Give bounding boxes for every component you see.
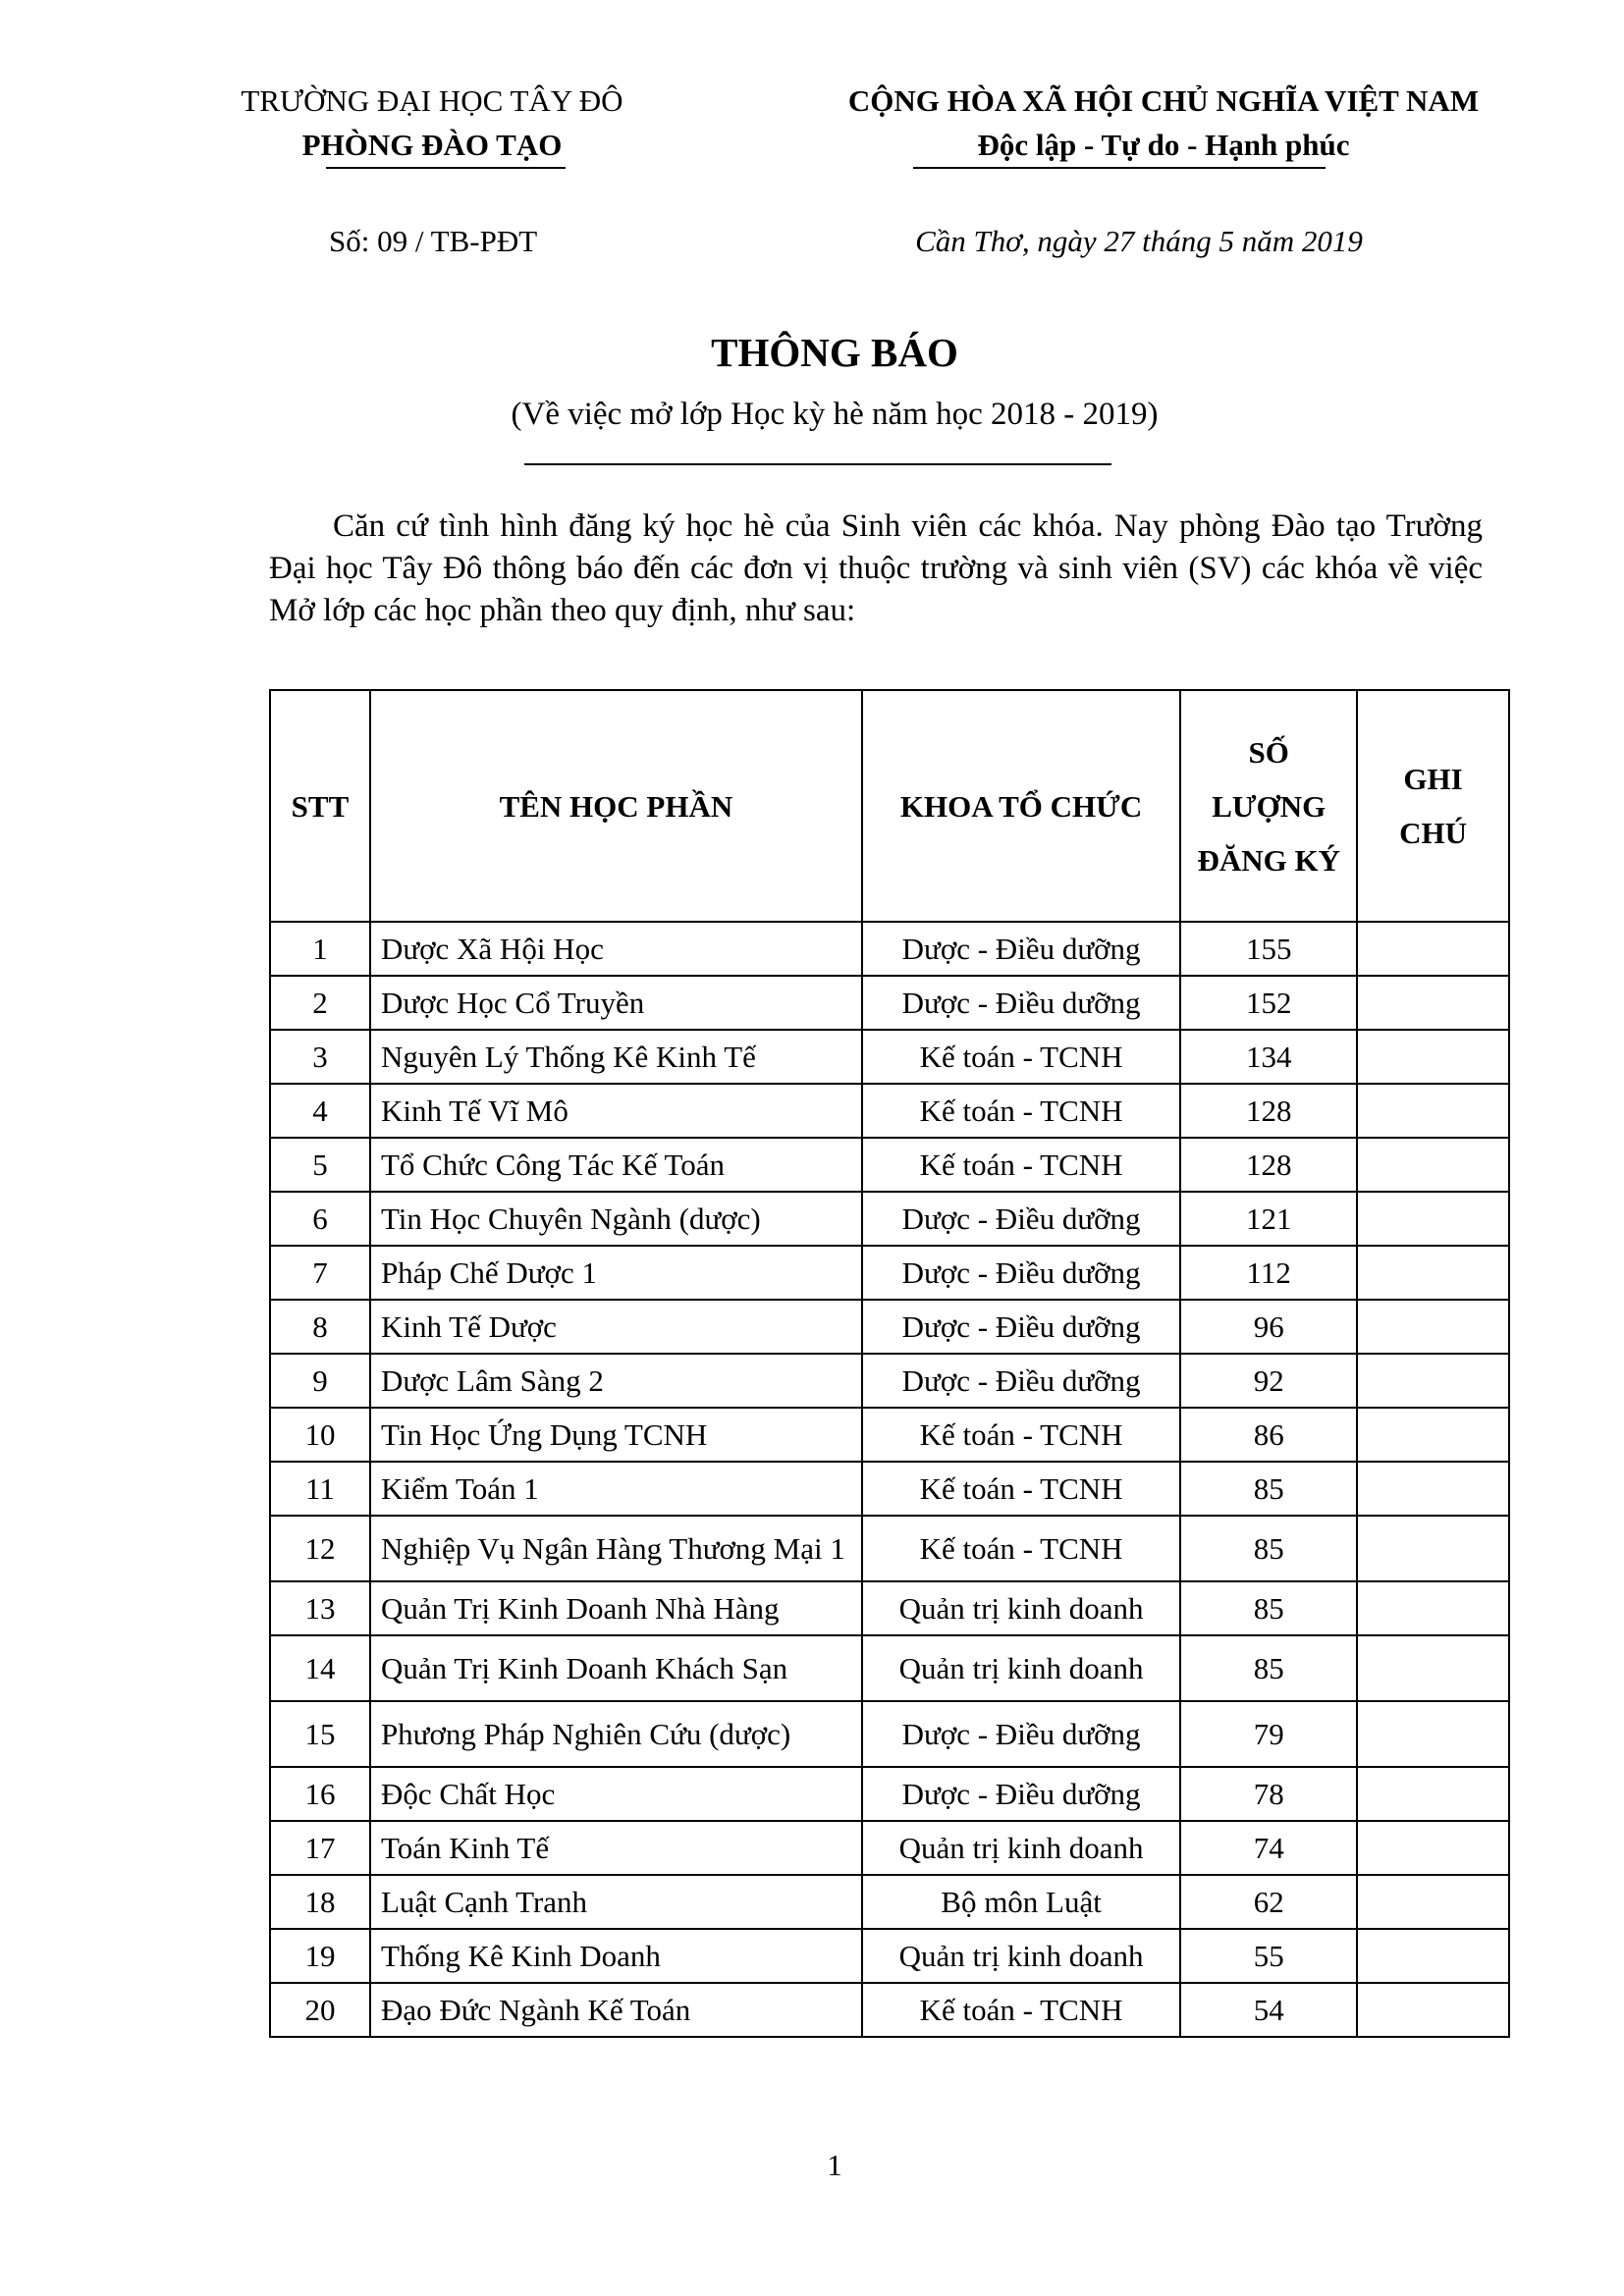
- cell-note: [1357, 1246, 1509, 1300]
- cell-stt: 10: [270, 1408, 370, 1462]
- cell-course-name: Pháp Chế Dược 1: [370, 1246, 862, 1300]
- cell-course-name: Quản Trị Kinh Doanh Nhà Hàng: [370, 1581, 862, 1635]
- header-registration-count: SỐ LƯỢNG ĐĂNG KÝ: [1180, 690, 1357, 922]
- cell-note: [1357, 1084, 1509, 1138]
- cell-stt: 2: [270, 976, 370, 1030]
- table-row: [270, 1581, 1509, 1635]
- cell-registration-count: 85: [1180, 1581, 1357, 1635]
- cell-course-name: Thống Kê Kinh Doanh: [370, 1929, 862, 1983]
- cell-course-name: Tổ Chức Công Tác Kế Toán: [370, 1138, 862, 1192]
- header-note: GHI CHÚ: [1357, 690, 1509, 922]
- table-row: [270, 1767, 1509, 1821]
- cell-faculty: Dược - Điều dưỡng: [862, 922, 1180, 976]
- cell-course-name: Kinh Tế Vĩ Mô: [370, 1084, 862, 1138]
- course-table: [269, 689, 1510, 2038]
- cell-registration-count: 96: [1180, 1300, 1357, 1354]
- cell-registration-count: 85: [1180, 1635, 1357, 1701]
- cell-course-name: Tin Học Chuyên Ngành (dược): [370, 1192, 862, 1246]
- table-header-row: [270, 690, 1509, 922]
- page-number: 1: [827, 2148, 842, 2182]
- table-row: [270, 1929, 1509, 1983]
- cell-registration-count: 54: [1180, 1983, 1357, 2037]
- cell-registration-count: 85: [1180, 1516, 1357, 1581]
- cell-stt: 18: [270, 1875, 370, 1929]
- cell-faculty: Kế toán - TCNH: [862, 1983, 1180, 2037]
- cell-course-name: Tin Học Ứng Dụng TCNH: [370, 1408, 862, 1462]
- cell-course-name: Toán Kinh Tế: [370, 1821, 862, 1875]
- cell-stt: 1: [270, 922, 370, 976]
- cell-stt: 11: [270, 1462, 370, 1516]
- cell-course-name: Nguyên Lý Thống Kê Kinh Tế: [370, 1030, 862, 1084]
- cell-registration-count: 112: [1180, 1246, 1357, 1300]
- cell-faculty: Dược - Điều dưỡng: [862, 1192, 1180, 1246]
- cell-registration-count: 134: [1180, 1030, 1357, 1084]
- cell-note: [1357, 976, 1509, 1030]
- cell-stt: 7: [270, 1246, 370, 1300]
- cell-registration-count: 55: [1180, 1929, 1357, 1983]
- cell-faculty: Quản trị kinh doanh: [862, 1929, 1180, 1983]
- table-row: [270, 1875, 1509, 1929]
- national-motto: Độc lập - Tự do - Hạnh phúc: [977, 128, 1350, 162]
- cell-course-name: Luật Cạnh Tranh: [370, 1875, 862, 1929]
- header-course-name: TÊN HỌC PHẦN: [370, 690, 862, 922]
- cell-registration-count: 85: [1180, 1462, 1357, 1516]
- cell-registration-count: 121: [1180, 1192, 1357, 1246]
- table-row: [270, 1701, 1509, 1767]
- cell-note: [1357, 1581, 1509, 1635]
- cell-faculty: Kế toán - TCNH: [862, 1138, 1180, 1192]
- cell-note: [1357, 1767, 1509, 1821]
- cell-course-name: Kiểm Toán 1: [370, 1462, 862, 1516]
- department-underline: [326, 167, 566, 169]
- cell-stt: 3: [270, 1030, 370, 1084]
- cell-faculty: Bộ môn Luật: [862, 1875, 1180, 1929]
- cell-faculty: Dược - Điều dưỡng: [862, 1300, 1180, 1354]
- cell-faculty: Quản trị kinh doanh: [862, 1581, 1180, 1635]
- cell-note: [1357, 1875, 1509, 1929]
- cell-note: [1357, 1983, 1509, 2037]
- cell-stt: 6: [270, 1192, 370, 1246]
- cell-registration-count: 155: [1180, 922, 1357, 976]
- table-row: [270, 1192, 1509, 1246]
- cell-stt: 4: [270, 1084, 370, 1138]
- cell-stt: 5: [270, 1138, 370, 1192]
- cell-course-name: Dược Lâm Sàng 2: [370, 1354, 862, 1408]
- cell-faculty: Dược - Điều dưỡng: [862, 1701, 1180, 1767]
- department-name: PHÒNG ĐÀO TẠO: [301, 128, 563, 162]
- cell-note: [1357, 1030, 1509, 1084]
- table-row: [270, 1821, 1509, 1875]
- cell-note: [1357, 1408, 1509, 1462]
- table-row: [270, 1408, 1509, 1462]
- table-row: [270, 1246, 1509, 1300]
- header-faculty: KHOA TỔ CHỨC: [862, 690, 1180, 922]
- cell-stt: 15: [270, 1701, 370, 1767]
- nation-name: CỘNG HÒA XÃ HỘI CHỦ NGHĨA VIỆT NAM: [847, 83, 1480, 118]
- cell-faculty: Dược - Điều dưỡng: [862, 1246, 1180, 1300]
- cell-faculty: Dược - Điều dưỡng: [862, 1767, 1180, 1821]
- issuer-header: [206, 79, 658, 167]
- cell-stt: 9: [270, 1354, 370, 1408]
- table-row: [270, 1983, 1509, 2037]
- cell-stt: 16: [270, 1767, 370, 1821]
- cell-registration-count: 152: [1180, 976, 1357, 1030]
- cell-note: [1357, 1821, 1509, 1875]
- cell-note: [1357, 922, 1509, 976]
- table-row: [270, 1516, 1509, 1581]
- cell-faculty: Kế toán - TCNH: [862, 1084, 1180, 1138]
- cell-faculty: Dược - Điều dưỡng: [862, 976, 1180, 1030]
- table-row: [270, 1354, 1509, 1408]
- intro-paragraph: Căn cứ tình hình đăng ký học hè của Sinh viên các khóa. Nay phòng Đào tạo Trường Đại học Tây Đô thông báo đến các đơn vị thuộc trường và sinh viên (SV) các khóa về việc Mở lớp các học phần theo quy định, như sau:: [269, 508, 1483, 628]
- cell-faculty: Dược - Điều dưỡng: [862, 1354, 1180, 1408]
- cell-stt: 12: [270, 1516, 370, 1581]
- cell-registration-count: 74: [1180, 1821, 1357, 1875]
- cell-stt: 8: [270, 1300, 370, 1354]
- cell-registration-count: 78: [1180, 1767, 1357, 1821]
- document-number: Số: 09 / TB-PĐT: [329, 224, 538, 258]
- cell-note: [1357, 1462, 1509, 1516]
- cell-note: [1357, 1701, 1509, 1767]
- cell-course-name: Nghiệp Vụ Ngân Hàng Thương Mại 1: [370, 1516, 862, 1581]
- table-row: [270, 1462, 1509, 1516]
- table-row: [270, 1300, 1509, 1354]
- cell-note: [1357, 1138, 1509, 1192]
- cell-faculty: Kế toán - TCNH: [862, 1030, 1180, 1084]
- national-header: [756, 79, 1571, 167]
- cell-registration-count: 128: [1180, 1084, 1357, 1138]
- cell-course-name: Dược Xã Hội Học: [370, 922, 862, 976]
- title-underline: [524, 463, 1111, 465]
- cell-note: [1357, 1516, 1509, 1581]
- table-row: [270, 1635, 1509, 1701]
- cell-course-name: Dược Học Cổ Truyền: [370, 976, 862, 1030]
- cell-course-name: Đạo Đức Ngành Kế Toán: [370, 1983, 862, 2037]
- document-subtitle: (Về việc mở lớp Học kỳ hè năm học 2018 - 2019): [511, 397, 1159, 432]
- cell-registration-count: 62: [1180, 1875, 1357, 1929]
- cell-faculty: Quản trị kinh doanh: [862, 1635, 1180, 1701]
- cell-registration-count: 92: [1180, 1354, 1357, 1408]
- motto-underline: [913, 167, 1326, 169]
- table-row: [270, 922, 1509, 976]
- cell-stt: 14: [270, 1635, 370, 1701]
- cell-stt: 13: [270, 1581, 370, 1635]
- cell-course-name: Kinh Tế Dược: [370, 1300, 862, 1354]
- place-and-date: Cần Thơ, ngày 27 tháng 5 năm 2019: [915, 224, 1363, 258]
- cell-stt: 17: [270, 1821, 370, 1875]
- cell-faculty: Kế toán - TCNH: [862, 1462, 1180, 1516]
- document-title: THÔNG BÁO: [711, 330, 958, 375]
- cell-note: [1357, 1929, 1509, 1983]
- cell-note: [1357, 1192, 1509, 1246]
- cell-registration-count: 86: [1180, 1408, 1357, 1462]
- cell-faculty: Quản trị kinh doanh: [862, 1821, 1180, 1875]
- table-row: [270, 1030, 1509, 1084]
- cell-course-name: Độc Chất Học: [370, 1767, 862, 1821]
- course-rows: [270, 922, 1509, 2037]
- school-name: TRƯỜNG ĐẠI HỌC TÂY ĐÔ: [241, 83, 623, 118]
- cell-note: [1357, 1300, 1509, 1354]
- cell-stt: 20: [270, 1983, 370, 2037]
- cell-registration-count: 79: [1180, 1701, 1357, 1767]
- cell-note: [1357, 1354, 1509, 1408]
- cell-registration-count: 128: [1180, 1138, 1357, 1192]
- table-row: [270, 1138, 1509, 1192]
- cell-faculty: Kế toán - TCNH: [862, 1408, 1180, 1462]
- header-stt: STT: [270, 690, 370, 922]
- table-row: [270, 976, 1509, 1030]
- cell-note: [1357, 1635, 1509, 1701]
- cell-faculty: Kế toán - TCNH: [862, 1516, 1180, 1581]
- table-row: [270, 1084, 1509, 1138]
- cell-stt: 19: [270, 1929, 370, 1983]
- cell-course-name: Quản Trị Kinh Doanh Khách Sạn: [370, 1635, 862, 1701]
- cell-course-name: Phương Pháp Nghiên Cứu (dược): [370, 1701, 862, 1767]
